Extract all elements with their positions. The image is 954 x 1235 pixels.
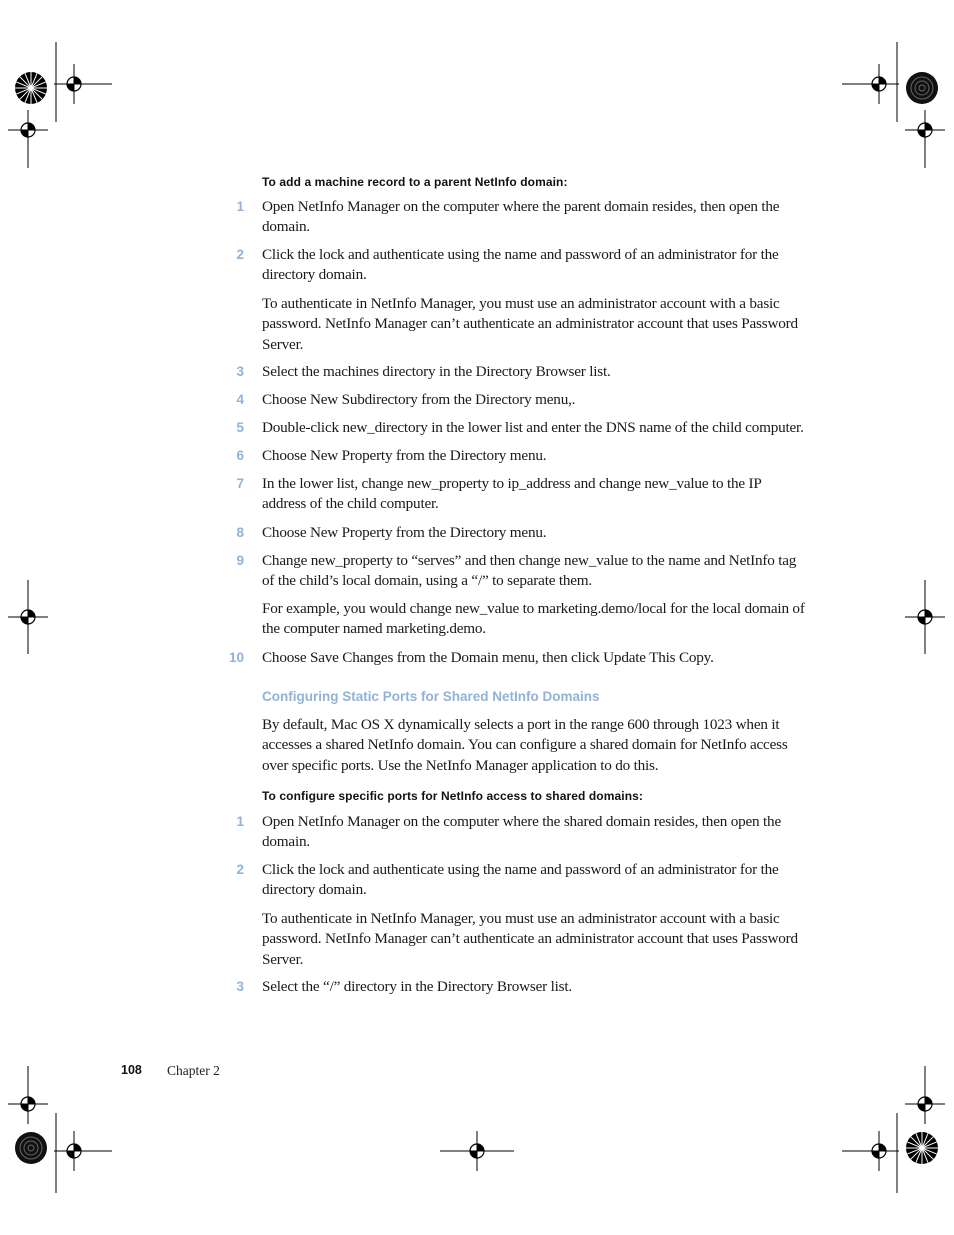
- step-number: 1: [236, 199, 244, 214]
- step-number: 4: [236, 392, 244, 407]
- step-text: In the lower list, change new_property to ip_address and change new_value to the IP address of the child computer.: [262, 475, 762, 513]
- step-number: 9: [236, 553, 244, 568]
- section-intro: By default, Mac OS X dynamically selects a port in the range 600 through 1023 when it accesses a shared NetInfo domain. You can configure a shared domain for NetInfo access over specific ports. Use the NetInfo Manager application to do this.: [262, 716, 788, 774]
- chapter-label: Chapter 2: [167, 1063, 220, 1078]
- step-number: 8: [236, 525, 244, 540]
- step-number: 7: [236, 476, 244, 491]
- registration-target-icon: [906, 72, 938, 104]
- step-text: Click the lock and authenticate using the name and password of an administrator for the directory domain.: [262, 246, 779, 284]
- step-text: Choose New Property from the Directory menu.: [262, 447, 547, 464]
- step-note: To authenticate in NetInfo Manager, you must use an administrator account with a basic password. NetInfo Manager can’t authenticate an administrator account that uses Password Server.: [262, 910, 798, 968]
- step-note: For example, you would change new_value to marketing.demo/local for the local domain of the computer named marketing.demo.: [262, 600, 805, 638]
- step-text: Select the “/” directory in the Directory Browser list.: [262, 978, 572, 995]
- registration-star-icon: [15, 72, 47, 104]
- procedure-heading: To add a machine record to a parent NetInfo domain:: [262, 175, 568, 189]
- step-number: 5: [236, 420, 244, 435]
- step-number: 3: [236, 979, 244, 994]
- registration-star-icon: [906, 1132, 938, 1164]
- step-note: To authenticate in NetInfo Manager, you must use an administrator account with a basic password. NetInfo Manager can’t authenticate an administrator account that uses Password Server.: [262, 295, 798, 353]
- step-text: Choose Save Changes from the Domain menu, then click Update This Copy.: [262, 649, 714, 666]
- registration-target-icon: [15, 1132, 47, 1164]
- step-number: 1: [236, 814, 244, 829]
- step-number: 3: [236, 364, 244, 379]
- section-title: Configuring Static Ports for Shared NetInfo Domains: [262, 689, 600, 704]
- step-text: Select the machines directory in the Directory Browser list.: [262, 363, 611, 380]
- step-text: Choose New Subdirectory from the Directory menu,.: [262, 391, 576, 408]
- step-number: 10: [228, 650, 244, 665]
- step-number: 6: [236, 448, 244, 463]
- step-number: 2: [236, 862, 244, 877]
- step-text: Double-click new_directory in the lower list and enter the DNS name of the child computer.: [262, 419, 804, 436]
- step-text: Open NetInfo Manager on the computer where the shared domain resides, then open the domain.: [262, 813, 781, 851]
- step-text: Change new_property to “serves” and then change new_value to the name and NetInfo tag of the child’s local domain, using a “/” to separate them.: [262, 552, 797, 590]
- page-number: 108: [121, 1063, 142, 1077]
- step-text: Choose New Property from the Directory menu.: [262, 524, 547, 541]
- step-text: Open NetInfo Manager on the computer where the parent domain resides, then open the domain.: [262, 198, 780, 236]
- step-text: Click the lock and authenticate using the name and password of an administrator for the directory domain.: [262, 861, 779, 899]
- step-number: 2: [236, 247, 244, 262]
- procedure-heading: To configure specific ports for NetInfo access to shared domains:: [262, 789, 644, 803]
